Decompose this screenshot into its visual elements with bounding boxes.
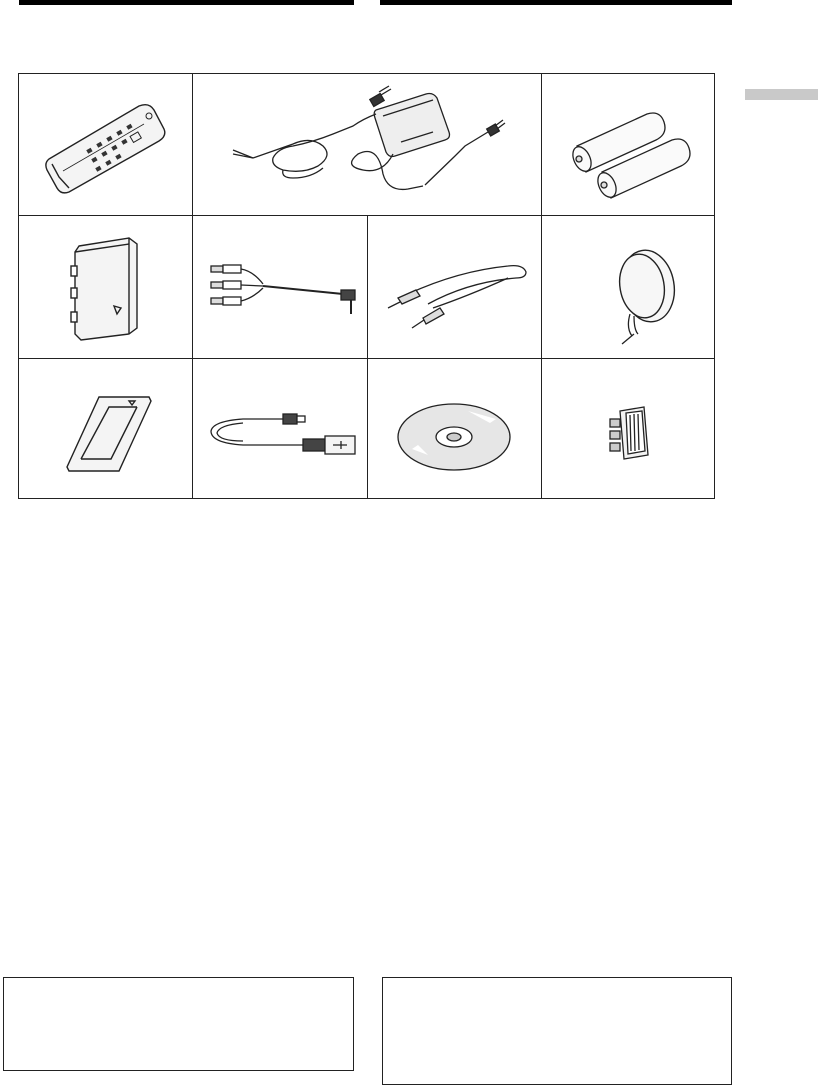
memory-stick-icon [19,359,192,498]
remote-control-icon [19,74,192,215]
cell-scart-adaptor [542,359,715,498]
cell-av-connecting-cable [193,216,367,358]
scart-adaptor-icon [542,359,715,498]
usb-cable-icon [193,359,367,498]
note-box-right [382,977,732,1085]
cell-battery-pack [19,216,192,358]
cell-usb-cable [193,359,367,498]
top-rule-right [380,0,732,5]
ac-adaptor-icon [193,74,541,215]
shoulder-strap-icon [368,216,541,358]
lens-cap-icon [542,216,715,358]
cell-memory-stick [19,359,192,498]
cell-shoulder-strap [368,216,541,358]
cd-rom-icon [368,359,541,498]
cell-ac-adaptor [193,74,541,215]
cell-remote-control [19,74,192,215]
cell-cd-rom [368,359,541,498]
accessories-grid [18,73,715,499]
aa-batteries-icon [542,74,715,215]
section-tab-marker [745,89,818,100]
cell-aa-batteries [542,74,715,215]
battery-pack-icon [19,216,192,358]
note-box-left [3,977,354,1071]
av-connecting-cable-icon [193,216,367,358]
cell-lens-cap [542,216,715,358]
top-rule-left [19,0,354,5]
